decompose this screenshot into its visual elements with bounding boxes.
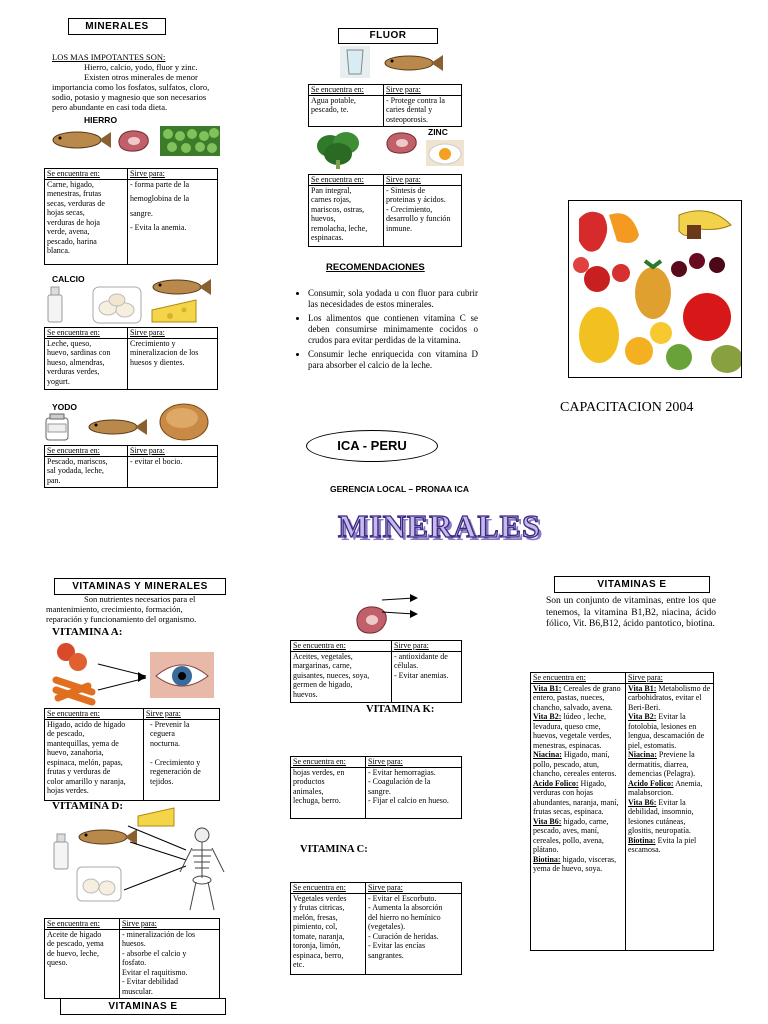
vitamin-entry: [533, 712, 623, 750]
col-header: Se encuentra en:: [291, 757, 366, 768]
meat-image: [384, 130, 420, 156]
calcio-label: CALCIO: [52, 274, 85, 284]
cell-line: - antioxidante de: [394, 651, 448, 661]
vitamin-value: Cereales de grano entero, pastas, nueces, chancho, salvado, avena.: [533, 683, 621, 712]
vitamina-d-label: VITAMINA D:: [52, 800, 123, 812]
col-header: Sirve para:: [384, 175, 462, 186]
salt-image: [42, 412, 72, 442]
cell-line: - Crecimiento,: [386, 204, 433, 214]
vitamin-key: Niacina:: [533, 750, 562, 759]
cell-line: secas, verduras de: [47, 198, 105, 208]
vitaminas-e-header: VITAMINAS E: [554, 576, 710, 593]
vitamin-value: Metabolismo de carbohidratos, evitar el Beri-Beri.: [628, 683, 711, 712]
cell-line: - Prevenir la: [150, 719, 190, 729]
fruits-image: [569, 201, 741, 377]
cell-line: proteinas y ácidos.: [386, 195, 446, 204]
intro-block: [52, 52, 224, 112]
fluor-uses: [384, 95, 462, 126]
cell-line: - Evitar las encías: [368, 941, 426, 950]
cell-line: - mineralización de los: [122, 929, 196, 939]
hierro-table: [44, 168, 218, 265]
col-header: Sirve para:: [626, 673, 714, 684]
cell-line: guisantes, nueces, soya,: [293, 670, 370, 680]
cell-line: - evitar el bocio.: [130, 456, 183, 466]
cell-line: huevos,: [311, 214, 336, 223]
vitamin-entry: [628, 798, 711, 836]
cell-line: etc.: [293, 960, 305, 969]
cell-line: Carne, higado,: [47, 179, 94, 189]
recommendation-item: • Consumir leche enriquecida con vitamina D para absorber el calcio de la leche.: [308, 349, 478, 371]
cell-line: huevo, zanahoria,: [47, 748, 104, 757]
cell-line: frutas y verduras de: [47, 767, 111, 776]
cell-line: germen de higado,: [293, 680, 353, 689]
cell-line: toronja, limón,: [293, 941, 341, 950]
intro-heading: LOS MAS IMPOTANTES SON:: [52, 52, 166, 62]
cell-line: y frutas citricas,: [293, 903, 345, 912]
vitamin-entry: [533, 779, 623, 817]
eggs-image: [76, 866, 122, 902]
vitamina-k-table: [290, 756, 462, 819]
vitamina-e-uses: [392, 651, 462, 702]
yodo-table: [44, 445, 218, 488]
cell-line: - Evitar hemorragias.: [368, 767, 436, 777]
cell-line: - Evitar anemias.: [394, 670, 449, 680]
vitamin-key: Vita B2:: [533, 712, 562, 721]
cell-line: espinacas.: [311, 233, 344, 242]
col-header: Sirve para:: [128, 446, 218, 457]
cell-line: color amarillo y naranja,: [47, 776, 126, 786]
egg-image: [426, 140, 464, 166]
cell-line: blanca.: [47, 246, 70, 255]
cell-line: - Sintesis de: [386, 185, 426, 195]
intro-line: sodio, potasio y magnesio que son necesarios: [52, 92, 207, 102]
cell-line: margarinas, carne,: [293, 661, 352, 670]
ica-peru-oval: [306, 430, 438, 462]
cell-line: animales,: [293, 786, 324, 796]
recommendation-item: • Los alimentos que contienen vitamina C se deben consumirse minimamente cocidos o crudos para evitar perdidas de la vitamina.: [308, 313, 478, 346]
vit-intro-line: mantenimiento, crecimiento, formación,: [46, 604, 183, 614]
cell-line: células.: [394, 661, 419, 670]
vitamin-entry: [533, 684, 623, 713]
cell-line: - forma parte de la: [130, 179, 190, 189]
col-header: Se encuentra en:: [531, 673, 626, 684]
cell-line: verduras de hoja: [47, 217, 100, 227]
col-header: Sirve para:: [384, 85, 462, 96]
eye-image: [150, 652, 214, 698]
zinc-sources: [309, 185, 384, 246]
cell-line: - Evitar el Escorbuto.: [368, 893, 437, 903]
cell-line: lechuga, berro.: [293, 796, 341, 805]
cell-line: - Coagulación de la: [368, 777, 431, 786]
fluor-sources: [309, 95, 384, 126]
calcio-table: [44, 327, 218, 390]
cell-line: mantequillas, yema de: [47, 738, 119, 748]
cell-line: Evitar el raquitismo.: [122, 967, 188, 977]
cell-line: verde, avena,: [47, 227, 90, 236]
col-header: Se encuentra en:: [309, 85, 384, 96]
vitamin-key: Vita B1:: [628, 683, 657, 693]
fish-image: [50, 128, 112, 152]
cell-line: Vegetales verdes: [293, 893, 347, 903]
vitamina-c-label: VITAMINA C:: [300, 844, 368, 855]
cell-line: huesos.: [122, 939, 146, 948]
cell-line: sangrantes.: [368, 950, 404, 960]
fluor-header: FLUOR: [338, 28, 438, 44]
vitamina-b-table: [530, 672, 714, 951]
vitamina-d-sources: [45, 929, 120, 998]
col-header: Se encuentra en:: [45, 328, 128, 339]
vitamina-a-sources: [45, 719, 144, 800]
recommendations-title: RECOMENDACIONES: [326, 262, 425, 273]
big-title: MINERALES: [338, 508, 541, 544]
col-header: Sirve para:: [128, 328, 218, 339]
cell-line: osteoporosis.: [386, 114, 428, 124]
fruits-image-frame: [568, 200, 742, 378]
cell-line: regeneración de: [150, 767, 201, 776]
cell-line: - Evitar debilidad: [122, 977, 178, 986]
vitamin-key: Acido Folico:: [628, 778, 674, 788]
vitamin-entry: [533, 750, 623, 779]
vitamina-a-table: [44, 708, 220, 801]
col-header: Sirve para:: [392, 641, 462, 652]
gerencia-text: GERENCIA LOCAL – PRONAA ICA: [330, 484, 470, 494]
vitamin-value: Higado, verduras con hojas abundantes, naranja, maní, frutas secas, espinaca.: [533, 778, 619, 816]
vitamin-value: Higado, maní, pollo, pescado, atun, chancho, cereales enteros.: [533, 750, 617, 778]
vit-b-intro: Son un conjunto de vitaminas, entre los que tenemos, la vitamina B1,B2, niacina, ácido fólico, Vit. B6,B12, ácido pantotico, biotina.: [546, 596, 716, 629]
hierro-uses: [128, 179, 218, 264]
vitamina-k-sources: [291, 767, 366, 818]
cell-line: pimiento, col,: [293, 922, 338, 931]
cell-line: hemoglobina de la: [130, 194, 190, 203]
vitamin-key: Niacina:: [628, 750, 657, 759]
cell-line: sangre.: [130, 208, 153, 218]
cell-line: pescado, te.: [311, 105, 349, 114]
cell-line: de pescado,: [47, 729, 85, 738]
vit-intro-line: Son nutrientes necesarios para el: [84, 594, 196, 604]
col-header: Se encuentra en:: [45, 919, 120, 930]
cell-line: menestras, frutas: [47, 189, 102, 198]
vitaminas-e-footer-header: VITAMINAS E: [60, 998, 226, 1015]
cell-line: remolacha, leche,: [311, 223, 368, 233]
zinc-label: ZINC: [428, 127, 448, 137]
cell-line: hueso, almendras,: [47, 357, 105, 367]
cell-line: pescado, harina: [47, 236, 97, 246]
col-header: Se encuentra en:: [291, 883, 366, 894]
col-header: Sirve para:: [120, 919, 220, 930]
cell-line: yogurt.: [47, 376, 70, 386]
cell-line: huevos.: [293, 689, 318, 699]
cell-line: nocturna.: [150, 738, 180, 748]
cell-line: melón, fresas,: [293, 912, 338, 922]
cell-line: espinaca, berro,: [293, 950, 344, 960]
cell-line: Aceites, vegetales,: [293, 651, 353, 661]
cheese-image: [150, 298, 198, 324]
col-header: Se encuentra en:: [309, 175, 384, 186]
cell-line: (vegetales).: [368, 922, 406, 931]
milk-bottle-image: [50, 832, 72, 870]
fish-image: [150, 276, 212, 298]
vitamin-entry: [628, 750, 711, 779]
vitamina-c-sources: [291, 893, 366, 974]
vitamina-a-uses: [144, 719, 220, 800]
vitamin-key: Vita B1:: [533, 683, 562, 693]
milk-bottle-image: [44, 285, 66, 323]
vitamina-e-sources: [291, 651, 392, 702]
vitamin-entry: [533, 855, 623, 874]
vitamin-value: Evita la piel escamosa.: [628, 835, 697, 854]
cell-line: de huevo, leche,: [47, 948, 99, 958]
vit-intro-line: reparación y funcionamiento del organismo.: [46, 614, 197, 624]
arrow-icon: [96, 656, 150, 696]
minerales-header: MINERALES: [68, 18, 166, 35]
cell-line: - Curación de heridas.: [368, 931, 439, 941]
col-header: Sirve para:: [128, 169, 218, 180]
cell-line: Pescado, mariscos,: [47, 456, 108, 466]
vitamin-entry: [628, 779, 711, 798]
col-header: Sirve para:: [144, 709, 220, 720]
peas-image: [160, 126, 220, 156]
vitamin-value: lúdeo , leche, levadura, queso cme, huevos, vegetale verdes, menestras, espinacas.: [533, 712, 612, 750]
fish-image: [382, 52, 444, 74]
vitamin-key: Vita B6:: [533, 816, 562, 826]
vitamina-a-label: VITAMINA A:: [52, 626, 123, 638]
cell-line: sal yodada, leche,: [47, 466, 104, 475]
cell-line: tomate, naranja,: [293, 931, 345, 941]
ica-peru-text: ICA - PERU: [337, 438, 407, 453]
hierro-label: HIERRO: [84, 115, 118, 125]
yodo-label: YODO: [52, 402, 78, 412]
cell-line: - Fijar el calcio en hueso.: [368, 796, 449, 805]
vitamin-key: Vita B2:: [628, 712, 657, 721]
vitamin-entry: [533, 817, 623, 855]
bread-image: [158, 400, 210, 442]
col-header: Se encuentra en:: [45, 169, 128, 180]
cell-line: Agua potable,: [311, 95, 356, 105]
col-header: Se encuentra en:: [45, 709, 144, 720]
meat-image: [116, 128, 152, 154]
eggs-image: [92, 286, 142, 324]
cell-line: muscular.: [122, 986, 153, 996]
capacitacion-text: CAPACITACION 2004: [560, 400, 694, 415]
cell-line: caries dental y: [386, 105, 433, 114]
vit-intro: [46, 594, 224, 624]
arrows-icon: [380, 592, 420, 620]
cell-line: mineralizacion de los: [130, 348, 199, 357]
intro-line: pero abundante en casi toda dieta.: [52, 102, 168, 112]
vitamin-key: Acido Folico:: [533, 778, 579, 788]
vitaminas-minerales-header: VITAMINAS Y MINERALES: [54, 578, 226, 595]
fluor-table: [308, 84, 462, 127]
recommendation-item: • Consumir, sola yodada u con fluor para cubrir las necesidades de estos minerales.: [308, 288, 478, 310]
col-header: Sirve para:: [366, 883, 462, 894]
cell-line: inmune.: [386, 223, 412, 233]
cell-line: - absorbe el calcio y: [122, 948, 187, 958]
fish-image: [86, 416, 148, 438]
cell-line: espinaca, melón, papas,: [47, 757, 123, 767]
skeleton-image: [176, 826, 228, 912]
cell-line: desarrollo y función: [386, 214, 451, 223]
vitamin-key: Vita B6:: [628, 797, 657, 807]
vitamin-key: Biotina:: [628, 835, 656, 845]
cell-line: [150, 748, 217, 758]
intro-line: importancia como los fosfatos, sulfatos, cloro,: [52, 82, 210, 92]
vitamin-value: higado, carne, pescado, aves, maní, cereales, pollo, avena, plátano.: [533, 816, 609, 854]
vitamin-value: Anemia, malabsorcion.: [628, 778, 703, 797]
col-header: Se encuentra en:: [45, 446, 128, 457]
vitamin-value: Evitar la fotolobia, lesiones en lengua, descamación de piel, estomatis.: [628, 712, 705, 750]
calcio-sources: [45, 338, 128, 389]
cell-line: tejidos.: [150, 776, 174, 786]
vitamin-value: Previene la dermatitis, diarrea, demencias (Pelagra).: [628, 750, 696, 778]
vitamina-k-label: VITAMINA K:: [366, 704, 435, 715]
cell-line: hojas secas,: [47, 208, 85, 217]
cell-line: hojas verdes.: [47, 786, 89, 795]
cell-line: carnes rojas,: [311, 195, 351, 204]
vitamina-c-table: [290, 882, 462, 975]
vitamin-entry: [628, 712, 711, 750]
cell-line: de pescado, yema: [47, 939, 104, 948]
tomato-carrot-image: [52, 640, 96, 706]
vitamina-b-sources: [531, 683, 626, 950]
cell-line: productos: [293, 777, 325, 786]
cell-line: Pan integral,: [311, 185, 352, 195]
intro-line: Hierro, calcio, yodo, fluor y zinc.: [84, 62, 198, 72]
vitamin-value: higado, visceras, yema de huevo, soya.: [533, 854, 617, 873]
cell-line: mariscos, ostras,: [311, 204, 365, 214]
vitamina-k-uses: [366, 767, 462, 818]
cell-line: huesos y dientes.: [130, 357, 185, 367]
cell-line: verduras verdes,: [47, 367, 100, 376]
vitamin-key: Biotina:: [533, 854, 561, 864]
vitamina-d-table: [44, 918, 220, 999]
vitamin-value: Evitar la debilidad, insomnio, lesiones cutáneas, glositis, neuropatía.: [628, 797, 694, 835]
cell-line: Crecimiento y: [130, 338, 176, 348]
cell-line: fosfato.: [122, 958, 147, 967]
vitamina-c-uses: [366, 893, 462, 974]
vitamin-entry: [628, 836, 711, 855]
cell-line: ceguera: [150, 729, 175, 738]
cell-line: Aceite de higado: [47, 929, 102, 939]
cell-line: - Evita la anemia.: [130, 223, 187, 232]
col-header: Se encuentra en:: [291, 641, 392, 652]
yodo-uses: [128, 456, 218, 487]
hierro-sources: [45, 179, 128, 264]
vitamina-d-uses: [120, 929, 220, 998]
intro-line: Existen otros minerales de menor: [84, 72, 198, 82]
cell-line: sangre.: [368, 786, 391, 796]
vitamina-e-table: [290, 640, 462, 703]
vitamina-b-uses: [626, 683, 714, 950]
cell-line: - Aumenta la absorción: [368, 903, 443, 912]
cell-line: pan.: [47, 475, 61, 485]
cell-line: huevo, sardinas con: [47, 348, 111, 357]
spinach-image: [314, 128, 362, 170]
cell-line: queso.: [47, 958, 68, 967]
cell-line: Leche, queso,: [47, 338, 92, 348]
vitamin-entry: [628, 684, 711, 713]
zinc-uses: [384, 185, 462, 246]
calcio-uses: [128, 338, 218, 389]
cell-line: - Protege contra la: [386, 95, 445, 105]
cell-line: - Crecimiento y: [150, 757, 201, 767]
recommendations-list: [300, 288, 478, 374]
water-glass-image: [340, 46, 370, 78]
cell-line: Higado, acido de higado: [47, 719, 126, 729]
cell-line: del hierro no hemínico: [368, 912, 441, 922]
col-header: Sirve para:: [366, 757, 462, 768]
yodo-sources: [45, 456, 128, 487]
zinc-table: [308, 174, 462, 247]
cell-line: hojas verdes, en: [293, 767, 345, 777]
